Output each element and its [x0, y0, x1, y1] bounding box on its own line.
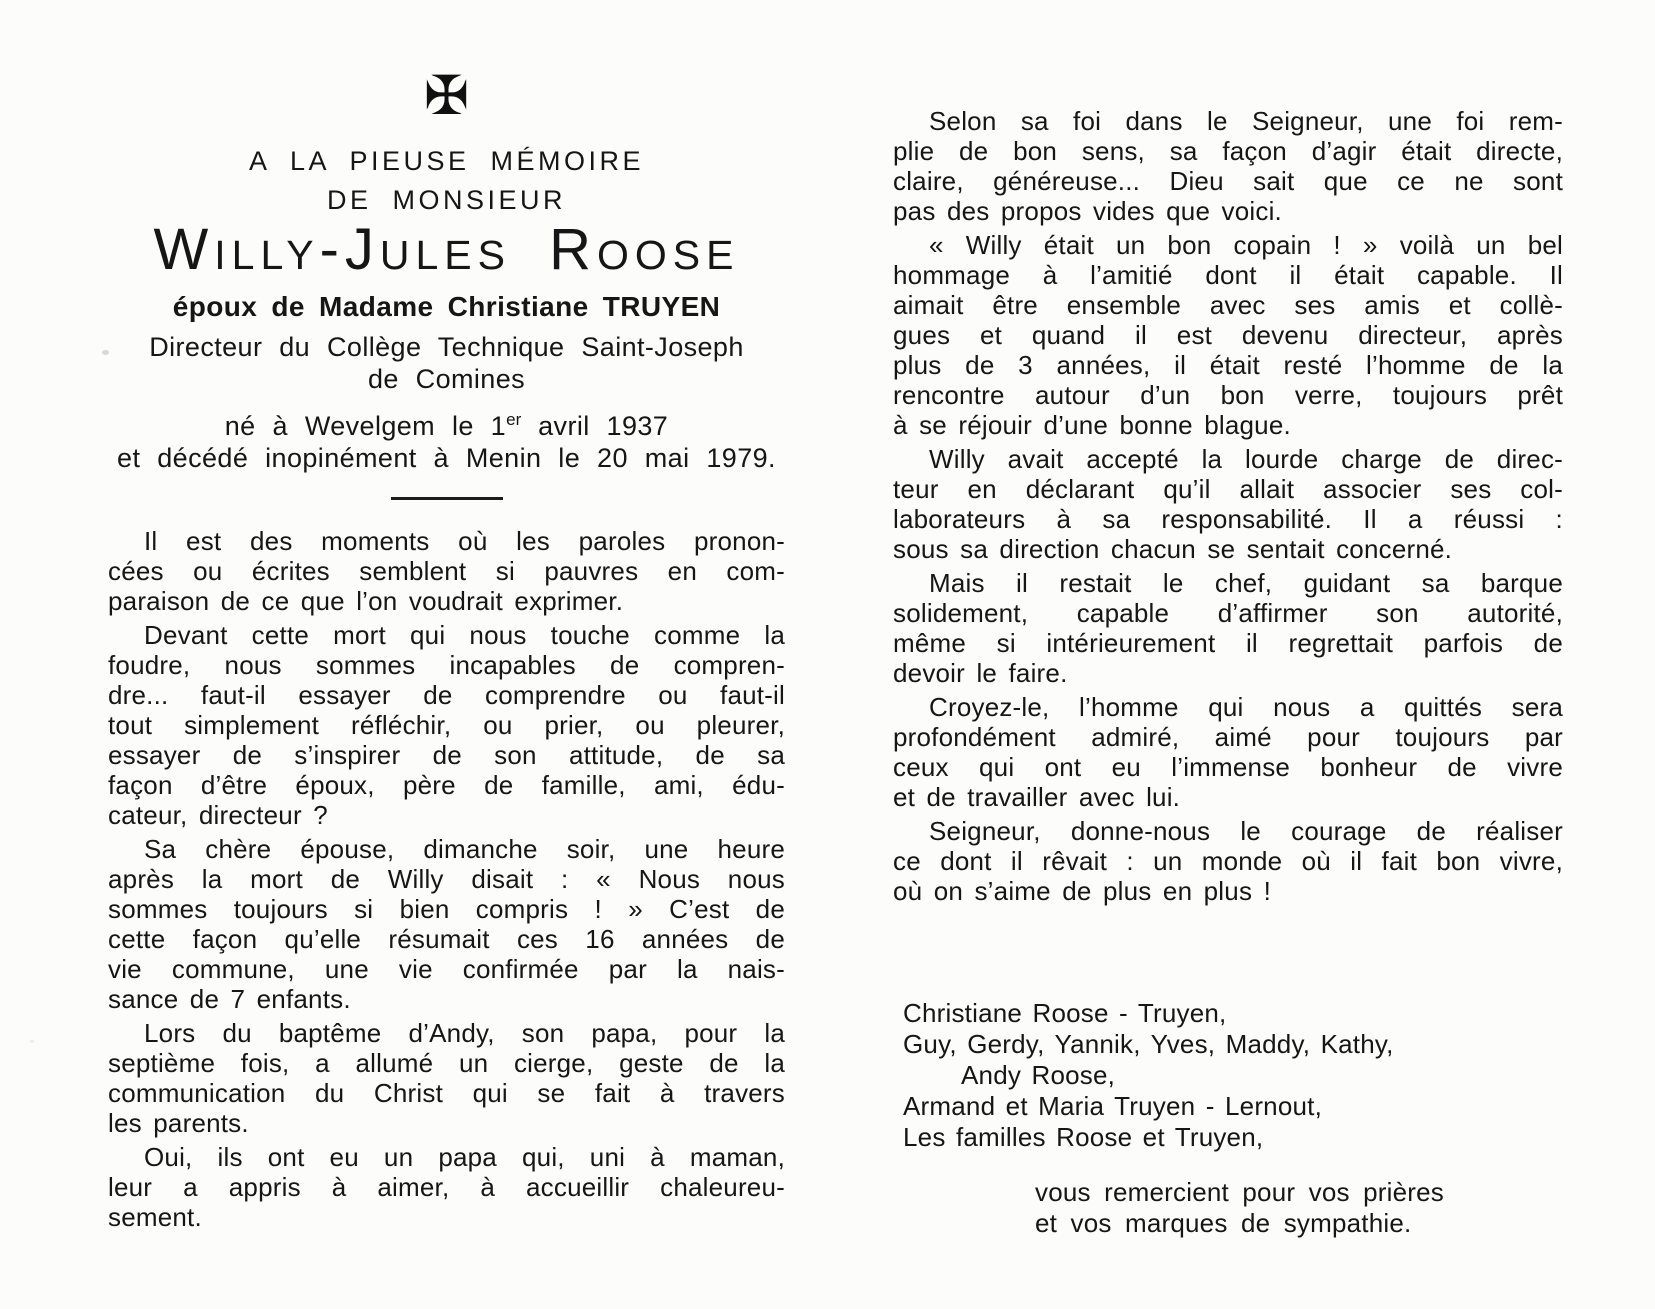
text-line: tout simplement réfléchir, ou prier, ou pleurer,: [108, 710, 785, 740]
text-line: profondément admiré, aimé pour toujours par: [893, 722, 1563, 752]
text-line: plie de bon sens, sa façon d’agir était directe,: [893, 136, 1563, 166]
paragraph: [893, 568, 1563, 688]
text-line: Sa chère épouse, dimanche soir, une heure: [144, 834, 785, 864]
text-line: sous sa direction chacun se sentait concerné.: [893, 534, 1453, 564]
paragraph: [893, 692, 1563, 812]
divider-rule: [391, 497, 503, 500]
text-line: à se réjouir d’une bonne blague.: [893, 410, 1291, 440]
text-line: aimait être ensemble avec ses amis et collè-: [893, 290, 1563, 320]
text-line: hommage à l’amitié dont il était capable. Il: [893, 260, 1563, 290]
text-line: Devant cette mort qui nous touche comme la: [144, 620, 785, 650]
text-line: laborateurs à sa responsabilité. Il a réussi :: [893, 504, 1563, 534]
paragraph: [108, 1018, 785, 1138]
text-line: dre... faut-il essayer de comprendre ou faut-il: [108, 680, 785, 710]
text-line: Seigneur, donne-nous le courage de réaliser: [929, 816, 1563, 846]
signatory-line: Armand et Maria Truyen - Lernout,: [903, 1091, 1323, 1121]
paragraph: [893, 816, 1563, 906]
paragraph: [108, 1142, 785, 1232]
text-line: même si intérieurement il regrettait parfois de: [893, 628, 1563, 658]
memorial-line-1: A LA PIEUSE MÉMOIRE: [248, 146, 645, 176]
birth-line: [108, 404, 785, 442]
text-line: Selon sa foi dans le Seigneur, une foi rem-: [929, 106, 1563, 136]
text-line: leur a appris à aimer, à accueillir chaleureu-: [108, 1172, 785, 1202]
role-line-2: de Comines: [367, 364, 526, 394]
role-line-1: Directeur du Collège Technique Saint-Joseph: [149, 332, 744, 362]
signatory-line: Andy Roose,: [961, 1060, 1116, 1090]
left-body-text: [108, 526, 785, 1232]
paragraph: [108, 834, 785, 1014]
maltese-cross-icon: ✠: [423, 66, 470, 126]
paragraph: [893, 444, 1563, 564]
text-line: et de travailler avec lui.: [893, 782, 1181, 812]
text-line: foudre, nous sommes incapables de compren-: [108, 650, 785, 680]
text-line: ce dont il rêvait : un monde où il fait bon vivre,: [893, 846, 1563, 876]
text-line: ceux qui ont eu l’immense bonheur de vivre: [893, 752, 1563, 782]
right-column: [893, 106, 1563, 1239]
text-line: Oui, ils ont eu un papa qui, uni à maman,: [144, 1142, 785, 1172]
text-line: devoir le faire.: [893, 658, 1068, 688]
text-line: solidement, capable d’affirmer son autorité,: [893, 598, 1563, 628]
spouse-line: époux de Madame Christiane TRUYEN: [172, 291, 721, 322]
paragraph: [893, 230, 1563, 440]
text-line: vie commune, une vie confirmée par la nais-: [108, 954, 785, 984]
text-line: sommes toujours si bien compris ! » C’est de: [108, 894, 785, 924]
text-line: cette façon qu’elle résumait ces 16 années de: [108, 924, 785, 954]
signatory-line: Guy, Gerdy, Yannik, Yves, Maddy, Kathy,: [903, 1029, 1394, 1059]
text-line: Willy avait accepté la lourde charge de direc-: [929, 444, 1563, 474]
paragraph: [893, 106, 1563, 226]
right-body-text: [893, 106, 1563, 906]
death-line: et décédé inopinément à Menin le 20 mai 1979.: [117, 443, 776, 473]
text-line: teur en déclarant qu’il allait associer ses col-: [893, 474, 1563, 504]
text-line: pas des propos vides que voici.: [893, 196, 1282, 226]
text-line: Lors du baptême d’Andy, son papa, pour la: [144, 1018, 785, 1048]
paragraph: [108, 620, 785, 830]
text-line: claire, généreuse... Dieu sait que ce ne sont: [893, 166, 1563, 196]
scan-speck: [30, 1040, 34, 1043]
text-line: sance de 7 enfants.: [108, 984, 351, 1014]
deceased-name: Willy-Jules Roose: [153, 217, 740, 282]
text-line: façon d’être époux, père de famille, ami, édu-: [108, 770, 785, 800]
ordinal-superscript: er: [506, 410, 522, 429]
text-line: cateur, directeur ?: [108, 800, 328, 830]
birth-year: avril 1937: [521, 411, 669, 441]
text-line: Croyez-le, l’homme qui nous a quittés sera: [929, 692, 1563, 722]
left-column: [108, 66, 785, 1236]
signatory-line: Christiane Roose - Truyen,: [903, 998, 1227, 1028]
text-line: gues et quand il est devenu directeur, après: [893, 320, 1563, 350]
text-line: après la mort de Willy disait : « Nous nous: [108, 864, 785, 894]
text-line: Il est des moments où les paroles pronon-: [144, 526, 785, 556]
text-line: « Willy était un bon copain ! » voilà un bel: [929, 230, 1563, 260]
paragraph: [108, 526, 785, 616]
thanks-note: [1035, 1177, 1563, 1239]
signatories-list: [893, 998, 1563, 1153]
thanks-line-1: vous remercient pour vos prières: [1035, 1177, 1444, 1207]
memorial-line-2: DE MONSIEUR: [326, 185, 567, 215]
text-line: communication du Christ qui se fait à travers: [108, 1078, 785, 1108]
text-line: cées ou écrites semblent si pauvres en com-: [108, 556, 785, 586]
text-line: où on s’aime de plus en plus !: [893, 876, 1271, 906]
thanks-line-2: et vos marques de sympathie.: [1035, 1208, 1412, 1238]
birth-text: né à Wevelgem le 1: [224, 411, 507, 441]
text-line: Mais il restait le chef, guidant sa barque: [929, 568, 1563, 598]
text-line: les parents.: [108, 1108, 249, 1138]
text-line: paraison de ce que l’on voudrait exprimer.: [108, 586, 624, 616]
signatory-line: Les familles Roose et Truyen,: [903, 1122, 1264, 1152]
text-line: sement.: [108, 1202, 202, 1232]
text-line: septième fois, a allumé un cierge, geste de la: [108, 1048, 785, 1078]
text-line: plus de 3 années, il était resté l’homme de la: [893, 350, 1563, 380]
text-line: rencontre autour d’un bon verre, toujours prêt: [893, 380, 1563, 410]
card-header: [108, 66, 785, 500]
text-line: essayer de s’inspirer de son attitude, de sa: [108, 740, 785, 770]
